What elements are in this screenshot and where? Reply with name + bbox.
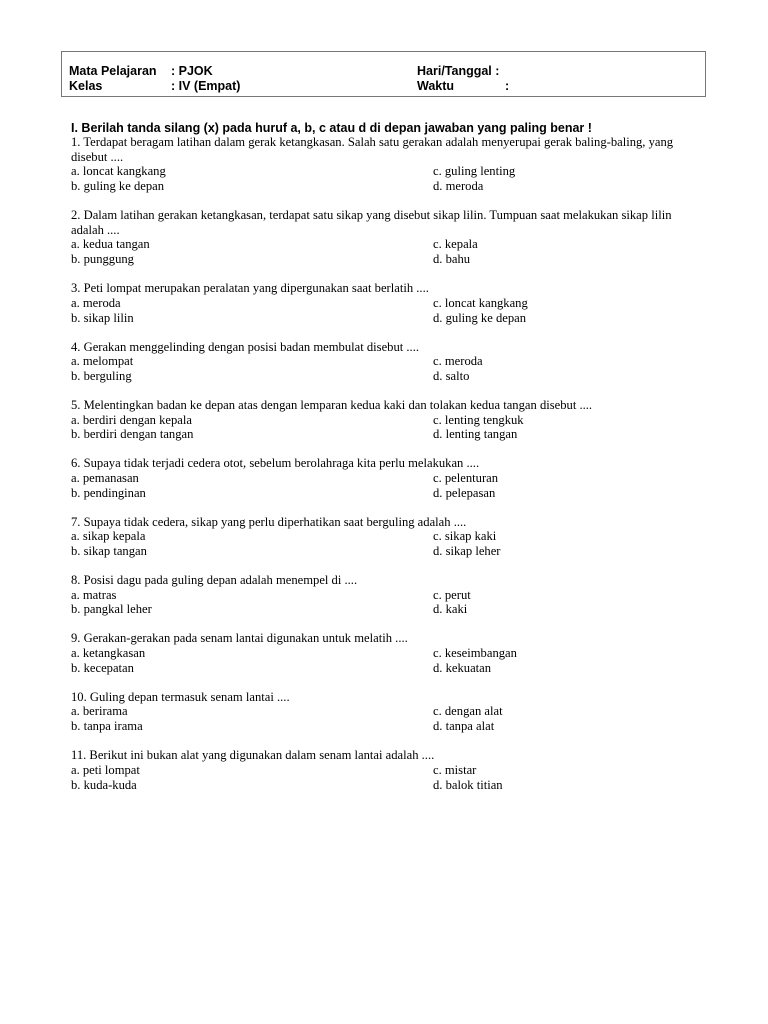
question-item bbox=[71, 515, 696, 559]
answer-option-row bbox=[71, 529, 696, 544]
answer-option[interactable]: a. melompat bbox=[71, 354, 134, 369]
answer-option-row bbox=[71, 704, 696, 719]
answer-option-row bbox=[71, 602, 696, 617]
answer-option[interactable]: b. berdiri dengan tangan bbox=[71, 427, 194, 442]
answer-option[interactable]: b. sikap lilin bbox=[71, 310, 134, 325]
answer-option[interactable]: b. pangkal leher bbox=[71, 602, 152, 617]
answer-option[interactable]: d. salto bbox=[433, 368, 470, 383]
answer-option[interactable]: b. tanpa irama bbox=[71, 719, 143, 734]
answer-option[interactable]: b. pendinginan bbox=[71, 485, 146, 500]
class-value: : IV (Empat) bbox=[171, 79, 241, 93]
question-text: 4. Gerakan menggelinding dengan posisi badan membulat disebut .... bbox=[71, 339, 420, 354]
answer-option[interactable]: c. perut bbox=[433, 587, 471, 602]
answer-option[interactable]: a. sikap kepala bbox=[71, 529, 146, 544]
subject-label: Mata Pelajaran bbox=[69, 64, 157, 78]
answer-option-row bbox=[71, 427, 696, 442]
question-text: 6. Supaya tidak terjadi cedera otot, sebelum berolahraga kita perlu melakukan .... bbox=[71, 456, 480, 471]
date-label: Hari/Tanggal : bbox=[417, 64, 500, 78]
question-item bbox=[71, 456, 696, 500]
time-colon: : bbox=[505, 79, 510, 93]
question-item bbox=[71, 135, 696, 194]
answer-option[interactable]: a. meroda bbox=[71, 295, 121, 310]
answer-option[interactable]: c. meroda bbox=[433, 354, 483, 369]
question-text: 9. Gerakan-gerakan pada senam lantai digunakan untuk melatih .... bbox=[71, 631, 408, 646]
answer-option[interactable]: a. matras bbox=[71, 587, 117, 602]
question-text: 1. Terdapat beragam latihan dalam gerak ketangkasan. Salah satu gerakan adalah menyerupai gerak baling-baling, yang disebut .... bbox=[71, 135, 674, 164]
question-text: 3. Peti lompat merupakan peralatan yang dipergunakan saat berlatih .... bbox=[71, 281, 429, 296]
answer-option[interactable]: c. guling lenting bbox=[433, 164, 516, 179]
answer-option-row bbox=[71, 763, 696, 778]
answer-option-row bbox=[71, 544, 696, 559]
answer-option-row bbox=[71, 719, 696, 734]
answer-option[interactable]: c. mistar bbox=[433, 762, 477, 777]
answer-option[interactable]: a. berdiri dengan kepala bbox=[71, 412, 192, 427]
answer-option[interactable]: d. sikap leher bbox=[433, 544, 501, 559]
answer-option-row bbox=[71, 369, 696, 384]
answer-option[interactable]: d. balok titian bbox=[433, 777, 503, 792]
answer-option[interactable]: c. keseimbangan bbox=[433, 646, 517, 661]
answer-option[interactable]: d. bahu bbox=[433, 252, 471, 267]
question-item bbox=[71, 748, 696, 792]
answer-option[interactable]: a. pemanasan bbox=[71, 470, 139, 485]
header-row-class bbox=[69, 78, 699, 94]
answer-option[interactable]: d. guling ke depan bbox=[433, 310, 527, 325]
answer-option[interactable]: a. kedua tangan bbox=[71, 237, 150, 252]
answer-option-row bbox=[71, 471, 696, 486]
answer-option[interactable]: a. ketangkasan bbox=[71, 646, 146, 661]
exam-header-box bbox=[61, 51, 706, 97]
class-label: Kelas bbox=[69, 79, 103, 93]
subject-value: : PJOK bbox=[171, 64, 213, 78]
answer-option-row bbox=[71, 164, 696, 179]
answer-option[interactable]: c. kepala bbox=[433, 237, 478, 252]
question-text: 5. Melentingkan badan ke depan atas dengan lemparan kedua kaki dan tolakan kedua tangan disebut .... bbox=[71, 397, 593, 412]
answer-option-row bbox=[71, 413, 696, 428]
answer-option-row bbox=[71, 252, 696, 267]
answer-option-row bbox=[71, 486, 696, 501]
answer-option-row bbox=[71, 179, 696, 194]
question-item bbox=[71, 208, 696, 267]
answer-option-row bbox=[71, 237, 696, 252]
answer-option[interactable]: b. guling ke depan bbox=[71, 179, 165, 194]
answer-option[interactable]: d. kekuatan bbox=[433, 660, 492, 675]
question-text: 7. Supaya tidak cedera, sikap yang perlu diperhatikan saat berguling adalah .... bbox=[71, 514, 467, 529]
question-item bbox=[71, 573, 696, 617]
answer-option-row bbox=[71, 661, 696, 676]
answer-option[interactable]: b. sikap tangan bbox=[71, 544, 147, 559]
question-item bbox=[71, 340, 696, 384]
question-item bbox=[71, 631, 696, 675]
question-item bbox=[71, 690, 696, 734]
answer-option[interactable]: b. berguling bbox=[71, 368, 132, 383]
answer-option[interactable]: a. berirama bbox=[71, 704, 128, 719]
answer-option[interactable]: c. lenting tengkuk bbox=[433, 412, 524, 427]
question-list bbox=[71, 135, 696, 807]
answer-option-row bbox=[71, 588, 696, 603]
answer-option[interactable]: a. peti lompat bbox=[71, 762, 140, 777]
answer-option[interactable]: d. kaki bbox=[433, 602, 468, 617]
answer-option[interactable]: c. loncat kangkang bbox=[433, 295, 528, 310]
question-text: 2. Dalam latihan gerakan ketangkasan, terdapat satu sikap yang disebut sikap lilin. Tumpuan saat melakukan sikap lilin adalah .... bbox=[71, 208, 672, 237]
answer-option-row bbox=[71, 778, 696, 793]
answer-option[interactable]: a. loncat kangkang bbox=[71, 164, 166, 179]
question-text: 8. Posisi dagu pada guling depan adalah menempel di .... bbox=[71, 573, 358, 588]
question-text: 11. Berikut ini bukan alat yang digunakan dalam senam lantai adalah .... bbox=[71, 748, 435, 763]
question-item bbox=[71, 398, 696, 442]
answer-option[interactable]: c. dengan alat bbox=[433, 704, 503, 719]
answer-option[interactable]: c. sikap kaki bbox=[433, 529, 497, 544]
answer-option[interactable]: d. tanpa alat bbox=[433, 719, 495, 734]
section-instruction: I. Berilah tanda silang (x) pada huruf a, b, c atau d di depan jawaban yang paling benar ! bbox=[71, 121, 592, 135]
answer-option[interactable]: d. lenting tangan bbox=[433, 427, 518, 442]
question-text: 10. Guling depan termasuk senam lantai .... bbox=[71, 689, 290, 704]
header-row-subject bbox=[69, 63, 699, 79]
question-item bbox=[71, 281, 696, 325]
answer-option[interactable]: d. pelepasan bbox=[433, 485, 496, 500]
answer-option-row bbox=[71, 646, 696, 661]
answer-option[interactable]: b. punggung bbox=[71, 252, 134, 267]
answer-option[interactable]: b. kuda-kuda bbox=[71, 777, 137, 792]
time-label: Waktu bbox=[417, 79, 455, 93]
answer-option-row bbox=[71, 311, 696, 326]
answer-option[interactable]: d. meroda bbox=[433, 179, 484, 194]
answer-option[interactable]: c. pelenturan bbox=[433, 470, 499, 485]
answer-option-row bbox=[71, 354, 696, 369]
answer-option[interactable]: b. kecepatan bbox=[71, 660, 134, 675]
answer-option-row bbox=[71, 296, 696, 311]
